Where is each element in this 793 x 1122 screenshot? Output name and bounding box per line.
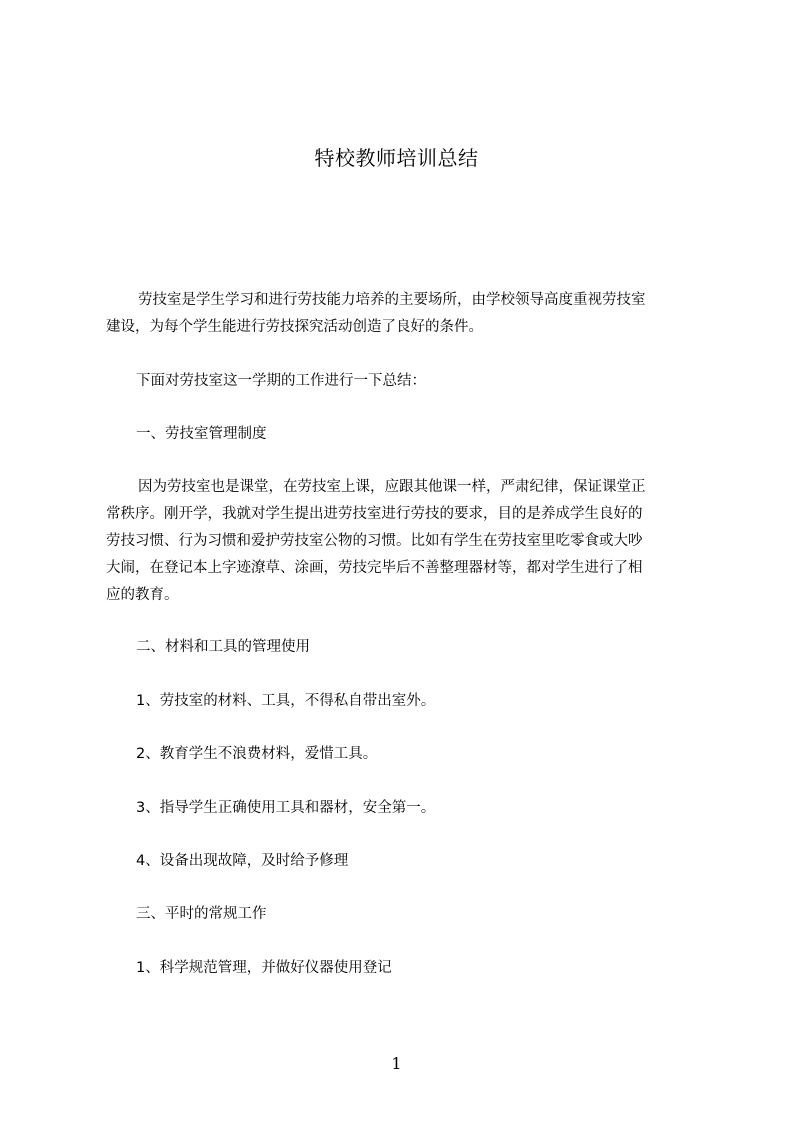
- paragraph-line: 因为劳技室也是课堂，在劳技室上课，应跟其他课一样，严肃纪律，保证课堂正: [138, 479, 646, 495]
- paragraph-summary-lead: [106, 368, 700, 395]
- paragraph-line: 应的教育。: [106, 587, 179, 603]
- list-item: [106, 741, 700, 768]
- paragraph-intro: [106, 287, 700, 341]
- list-item-text: 1、科学规范管理，并做好仪器使用登记: [136, 960, 392, 976]
- list-item: [106, 688, 700, 715]
- list-item-text: 1、劳技室的材料、工具，不得私自带出室外。: [136, 693, 436, 709]
- section-heading-routine-work: [106, 901, 700, 928]
- section-heading-management-system: [106, 421, 700, 448]
- paragraph-line: 下面对劳技室这一学期的工作进行一下总结：: [136, 373, 426, 389]
- paragraph-line: 常秩序。刚开学，我就对学生提出进劳技室进行劳技的要求，目的是养成学生良好的: [106, 506, 643, 522]
- document-title: 特校教师培训总结: [314, 146, 479, 170]
- page-number: 1: [391, 1054, 402, 1073]
- section-heading-text: 一、劳技室管理制度: [136, 426, 267, 442]
- paragraph-line: 劳技习惯、行为习惯和爱护劳技室公物的习惯。比如有学生在劳技室里吃零食或大吵: [106, 533, 643, 549]
- paragraph-classroom-discipline: [106, 474, 700, 609]
- list-item: [106, 848, 700, 875]
- list-item-text: 3、指导学生正确使用工具和器材，安全第一。: [136, 800, 436, 816]
- paragraph-line: 大闹，在登记本上字迹潦草、涂画，劳技完毕后不善整理器材等，都对学生进行了相: [106, 560, 643, 576]
- paragraph-line: 劳技室是学生学习和进行劳技能力培养的主要场所，由学校领导高度重视劳技室: [138, 292, 646, 308]
- section-heading-text: 三、平时的常规工作: [136, 906, 267, 922]
- list-item: [106, 795, 700, 822]
- list-item: [106, 955, 700, 982]
- list-item-text: 2、教育学生不浪费材料，爱惜工具。: [136, 746, 378, 762]
- paragraph-line: 建设，为每个学生能进行劳技探究活动创造了良好的条件。: [106, 319, 483, 335]
- section-heading-materials-tools: [106, 634, 700, 661]
- section-heading-text: 二、材料和工具的管理使用: [136, 639, 310, 655]
- list-item-text: 4、设备出现故障，及时给予修理: [136, 853, 349, 869]
